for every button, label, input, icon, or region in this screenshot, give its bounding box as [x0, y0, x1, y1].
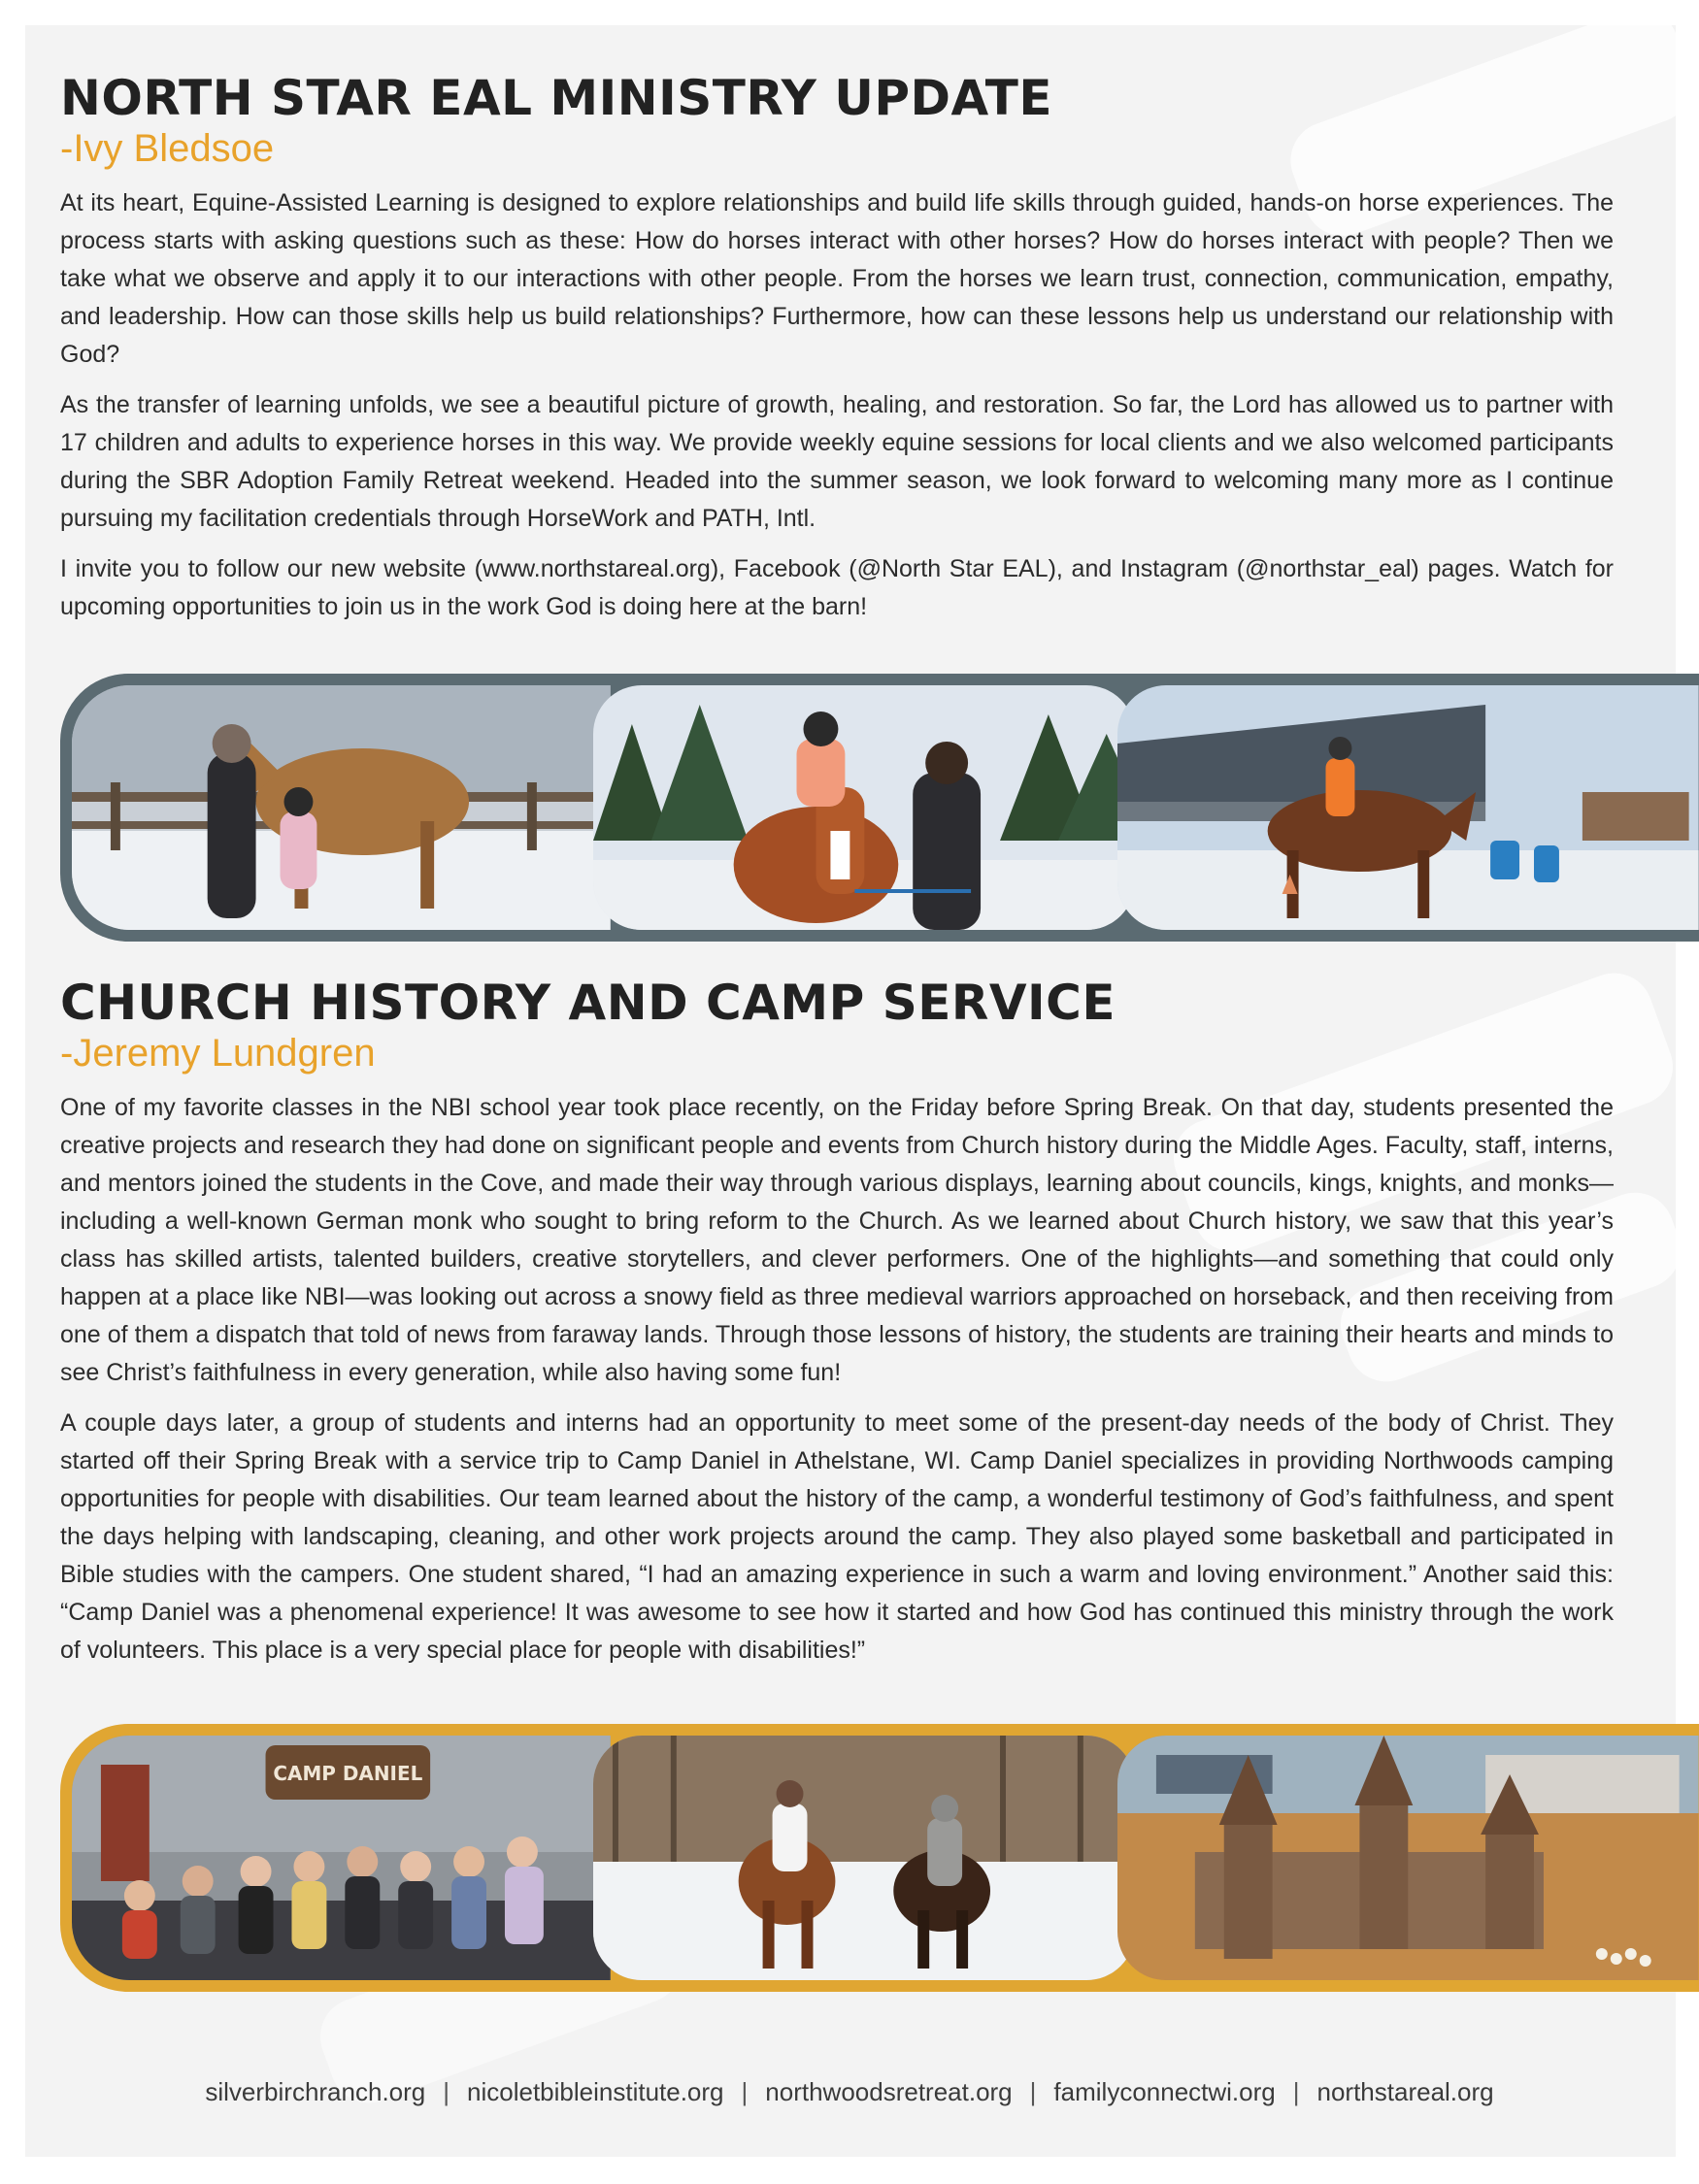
section-church-history [60, 975, 1614, 1682]
paragraph: A couple days later, a group of students and interns had an opportunity to meet some of the present-day needs of the body of Christ. They started off their Spring Break with a service trip to Camp Daniel in Athelstane, WI. Camp Daniel specializes in providing Northwoods camping opportunities for people with disabilities. Our team learned about the history of the camp, a wonderful testimony of God’s faithfulness, and spent the days helping with landscaping, cleaning, and other work projects around the camp. They also played some basketball and participated in Bible studies with the campers. One student shared, “I had an amazing experience in such a warm and loving environment.” Another said this: “Camp Daniel was a phenomenal experience! It was awesome to see how it started and how God has continued this ministry through the work of volunteers. This place is a very special place for people with disabilities!” [60, 1409, 1614, 1664]
footer-separator: | [443, 2077, 450, 2106]
footer-separator: | [1029, 2077, 1037, 2106]
section-author: -Jeremy Lundgren [60, 1032, 376, 1075]
section-author: -Ivy Bledsoe [60, 127, 275, 170]
camp-daniel-sign: CAMP DANIEL [273, 1761, 423, 1786]
section-north-star [60, 70, 1614, 639]
paragraph: One of my favorite classes in the NBI school year took place recently, on the Friday before Spring Break. On that day, students presented the creative projects and research they had done on significant people and events from Church history during the Middle Ages. Faculty, staff, interns, and mentors joined the students in the Cove, and made their way through various displays, learning about councils, kings, knights, and monks—including a well-known German monk who sought to bring reform to the Church. As we learned about Church history, we saw that this year’s class has skilled artists, talented builders, creative storytellers, and clever performers. One of the highlights—and something that could only happen at a place like NBI—was looking out across a snowy field as three medieval warriors approached on horseback, and then receiving from one of them a dispatch that told of news from faraway lands. Through those lessons of history, the students are training their hearts and minds to see Christ’s faithfulness in every generation, while also having some fun! [60, 1094, 1614, 1386]
footer-link-nicoletbibleinstitute[interactable]: nicoletbibleinstitute.org [467, 2077, 724, 2106]
footer-separator: | [1292, 2077, 1300, 2106]
paragraph: As the transfer of learning unfolds, we see a beautiful picture of growth, healing, and restoration. So far, the Lord has allowed us to partner with 17 children and adults to experience horses in this way. We provide weekly equine sessions for local clients and we also welcomed participants during the SBR Adoption Family Retreat weekend. Headed into the summer season, we look forward to welcoming many more as I continue pursuing my facilitation credentials through HorseWork and PATH, Intl. [60, 391, 1614, 532]
footer-link-northwoodsretreat[interactable]: northwoodsretreat.org [765, 2077, 1013, 2106]
photo-child-riding [593, 685, 1136, 930]
footer-links [0, 2077, 1699, 2107]
photo-strip-camp [60, 1724, 1699, 1992]
paragraph: I invite you to follow our new website (www.northstareal.org), Facebook (@North Star EAL), and Instagram (@northstar_eal) pages. Watch for upcoming opportunities to join us in the work God is doing here at the barn! [60, 555, 1614, 620]
photo-horse-grooming [72, 685, 611, 930]
footer-link-familyconnectwi[interactable]: familyconnectwi.org [1053, 2077, 1276, 2106]
footer-link-silverbirchranch[interactable]: silverbirchranch.org [205, 2077, 426, 2106]
photo-medieval-riders [593, 1736, 1136, 1980]
paragraph: At its heart, Equine-Assisted Learning is designed to explore relationships and build life skills through guided, hands-on horse experiences. The process starts with asking questions such as these: How do horses interact with other horses? How do horses interact with people? Then we take what we observe and apply it to our interactions with other people. From the horses we learn trust, connection, communication, empathy, and leadership. How can those skills help us build relationships? Furthermore, how can these lessons help us understand our relationship with God? [60, 189, 1614, 368]
photo-castle-model [1117, 1736, 1699, 1980]
photo-strip-horses [60, 674, 1699, 942]
photo-arena-ride [1117, 685, 1699, 930]
footer-separator: | [741, 2077, 749, 2106]
footer-link-northstareal[interactable]: northstareal.org [1316, 2077, 1494, 2106]
section-title: NORTH STAR EAL MINISTRY UPDATE [60, 70, 1053, 126]
photo-camp-daniel-group [72, 1736, 611, 1980]
section-title: CHURCH HISTORY AND CAMP SERVICE [60, 975, 1116, 1031]
